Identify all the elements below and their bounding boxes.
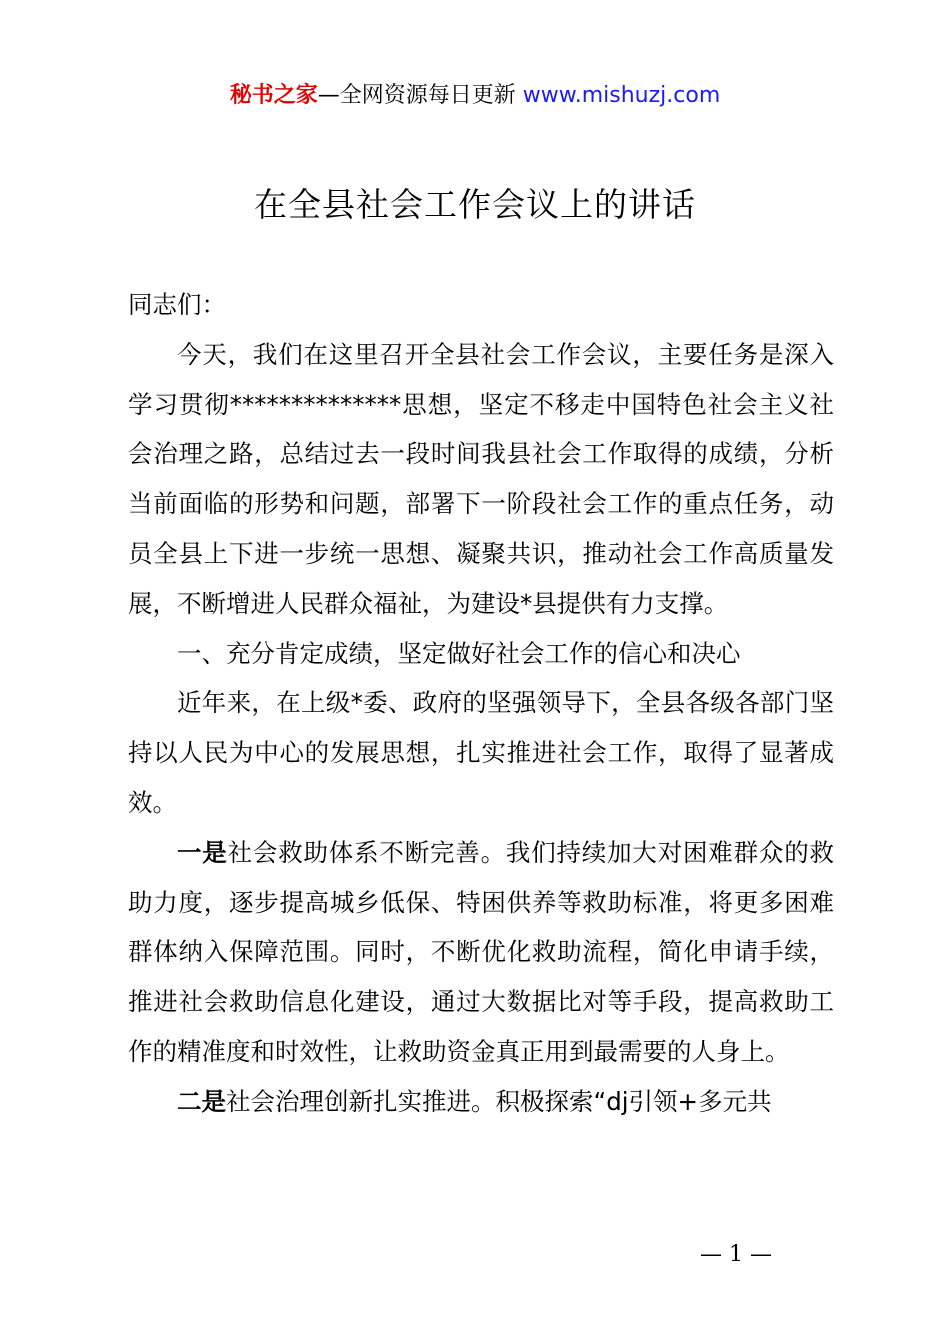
site-slogan: —全网资源每日更新 <box>317 83 523 108</box>
point-two-lead: 二是 <box>177 1086 226 1116</box>
salutation: 同志们： <box>128 290 226 319</box>
point-two-text: 社会治理创新扎实推进。积极探索“dj引领+多元共 <box>226 1086 772 1116</box>
page-number: — 1 — <box>700 1242 772 1267</box>
point-one-text: 社会救助体系不断完善。我们持续加大对困难群众的救助力度，逐步提高城乡低保、特困供养等救助标准，将更多困难群体纳入保障范围。同时，不断优化救助流程，简化申请手续，推进社会救助信息化建设，通过大数据比对等手段，提高救助工作的精准度和时效性，让救助资金真正用到最需要的人身上。 <box>128 837 835 1066</box>
point-two-paragraph <box>128 1077 834 1127</box>
site-brand: 秘书之家 <box>229 83 318 108</box>
point-one-paragraph <box>128 828 834 1077</box>
site-banner <box>0 80 950 112</box>
site-url: www.mishuzj.com <box>522 83 721 108</box>
point-one-lead: 一是 <box>177 837 228 867</box>
section-heading: 一、充分肯定成绩，坚定做好社会工作的信心和决心 <box>177 638 741 668</box>
section-intro-paragraph: 近年来，在上级*委、政府的坚强领导下，全县各级各部门坚持以人民为中心的发展思想，扎实推进社会工作，取得了显著成效。 <box>128 688 834 817</box>
document-body <box>128 280 834 1127</box>
document-title: 在全县社会工作会议上的讲话 <box>254 185 696 224</box>
intro-paragraph: 今天，我们在这里召开全县社会工作会议，主要任务是深入学习贯彻**************思想，坚定不移走中国特色社会主义社会治理之路，总结过去一段时间我县社会工作取得的成绩，分析当前面临的形势和问题，部署下一阶段社会工作的重点任务，动员全县上下进一步统一思想、凝聚共识，推动社会工作高质量发展，不断增进人民群众福祉，为建设*县提供有力支撑。 <box>128 339 834 618</box>
